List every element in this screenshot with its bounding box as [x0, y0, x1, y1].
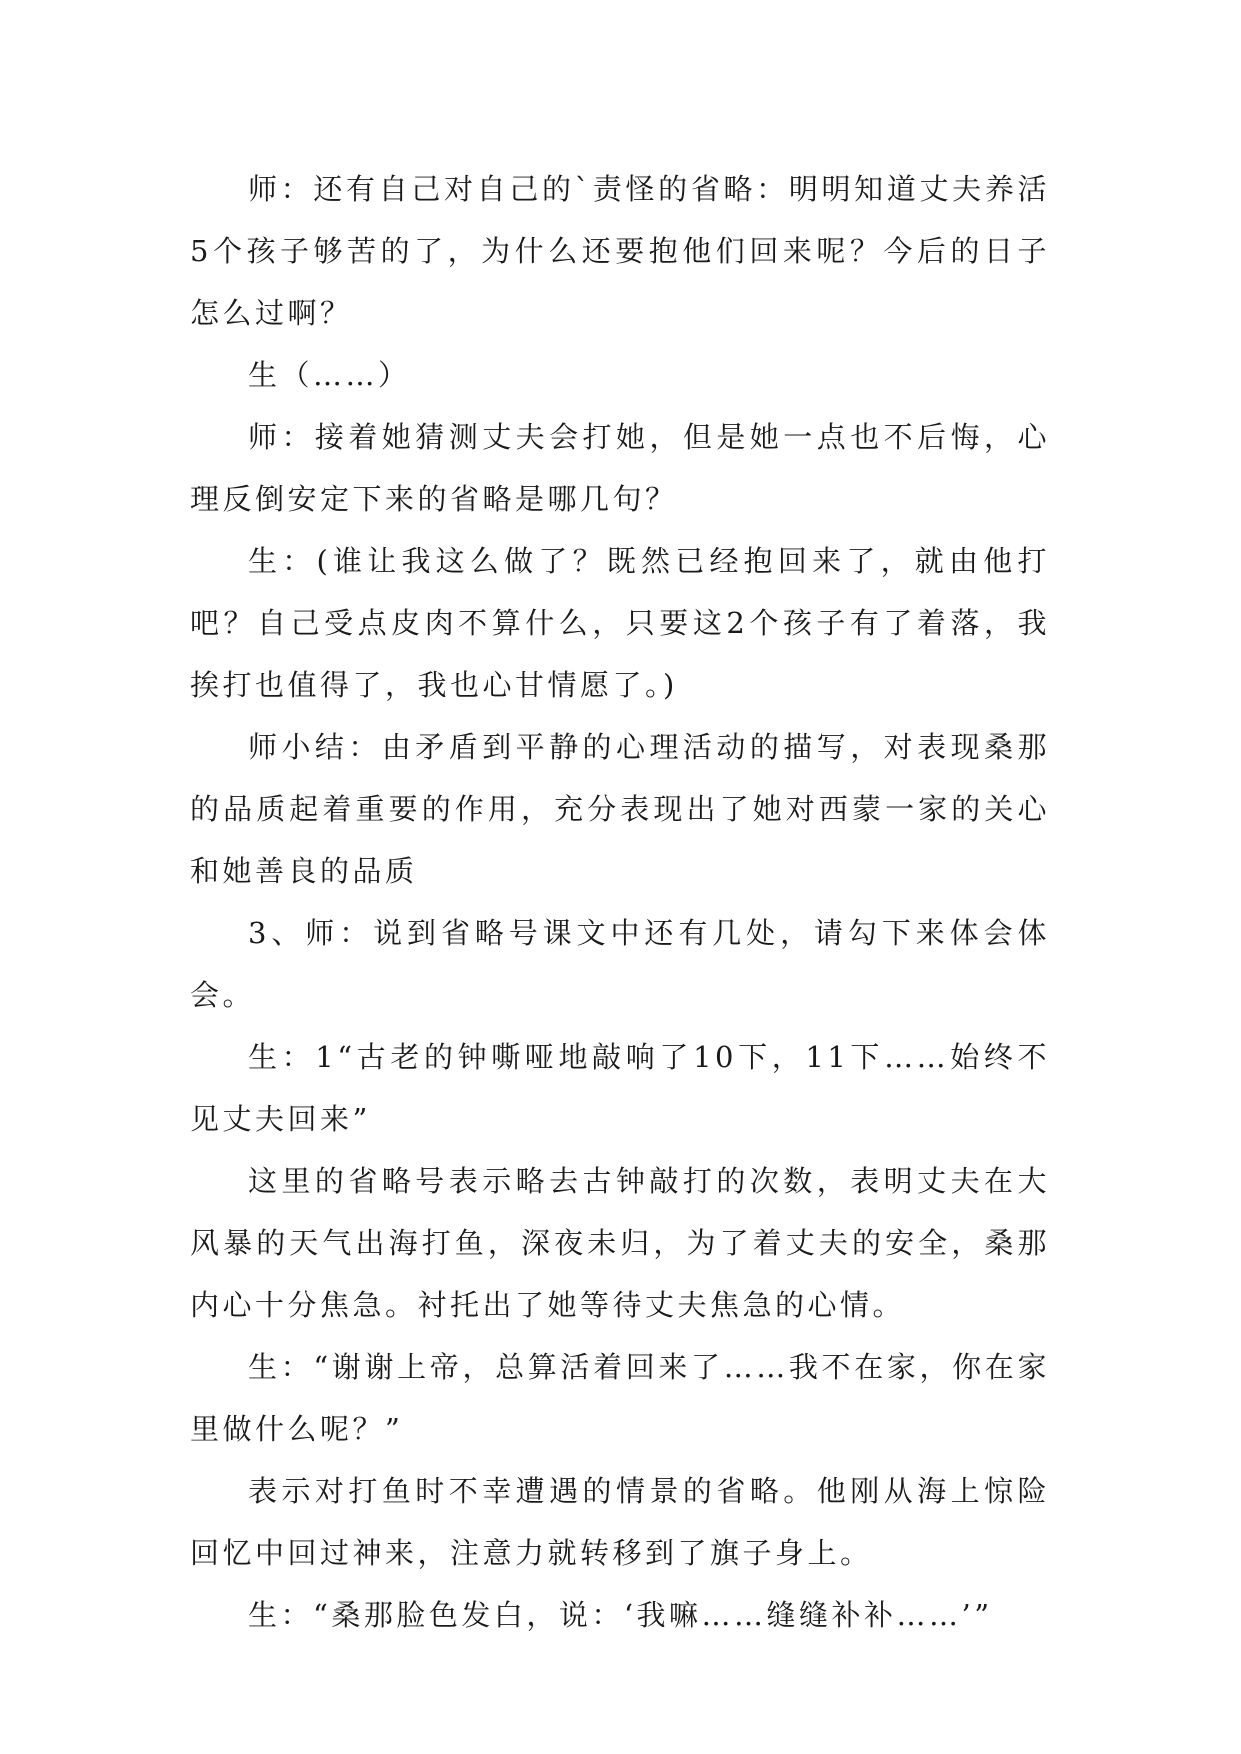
paragraph-student-quote-2: 生：“谢谢上帝，总算活着回来了……我不在家，你在家里做什么呢？” [190, 1350, 1050, 1446]
paragraph-explanation-2: 表示对打鱼时不幸遭遇的情景的省略。他刚从海上惊险回忆中回过神来，注意力就转移到了旗子身上。 [190, 1474, 1050, 1570]
paragraph-explanation-1: 这里的省略号表示略去古钟敲打的次数，表明丈夫在大风暴的天气出海打鱼，深夜未归，为了着丈夫的安全，桑那内心十分焦急。衬托出了她等待丈夫焦急的心情。 [190, 1164, 1050, 1322]
paragraph-student-ellipsis: 生（……） [248, 358, 411, 392]
paragraph-student-answer: 生：(谁让我这么做了？既然已经抱回来了，就由他打吧？自己受点皮肉不算什么，只要这2个孩子有了着落，我挨打也值得了，我也心甘情愿了。) [190, 544, 1050, 702]
paragraph-teacher-self-blame: 师：还有自己对自己的`责怪的省略：明明知道丈夫养活5个孩子够苦的了，为什么还要抱他们回来呢？今后的日子怎么过啊？ [190, 172, 1050, 330]
paragraph-student-quote-3: 生：“桑那脸色发白，说：‘我嘛……缝缝补补……’” [248, 1598, 993, 1632]
paragraph-task-3: 3、师：说到省略号课文中还有几处，请勾下来体会体会。 [190, 916, 1050, 1012]
paragraph-student-quote-1: 生：1“古老的钟嘶哑地敲响了10下，11下……始终不见丈夫回来” [190, 1040, 1050, 1136]
document-page [190, 158, 1050, 1646]
paragraph-teacher-guess: 师：接着她猜测丈夫会打她，但是她一点也不后悔，心理反倒安定下来的省略是哪几句？ [190, 420, 1050, 516]
paragraph-teacher-summary: 师小结：由矛盾到平静的心理活动的描写，对表现桑那的品质起着重要的作用，充分表现出了她对西蒙一家的关心和她善良的品质 [190, 730, 1050, 888]
